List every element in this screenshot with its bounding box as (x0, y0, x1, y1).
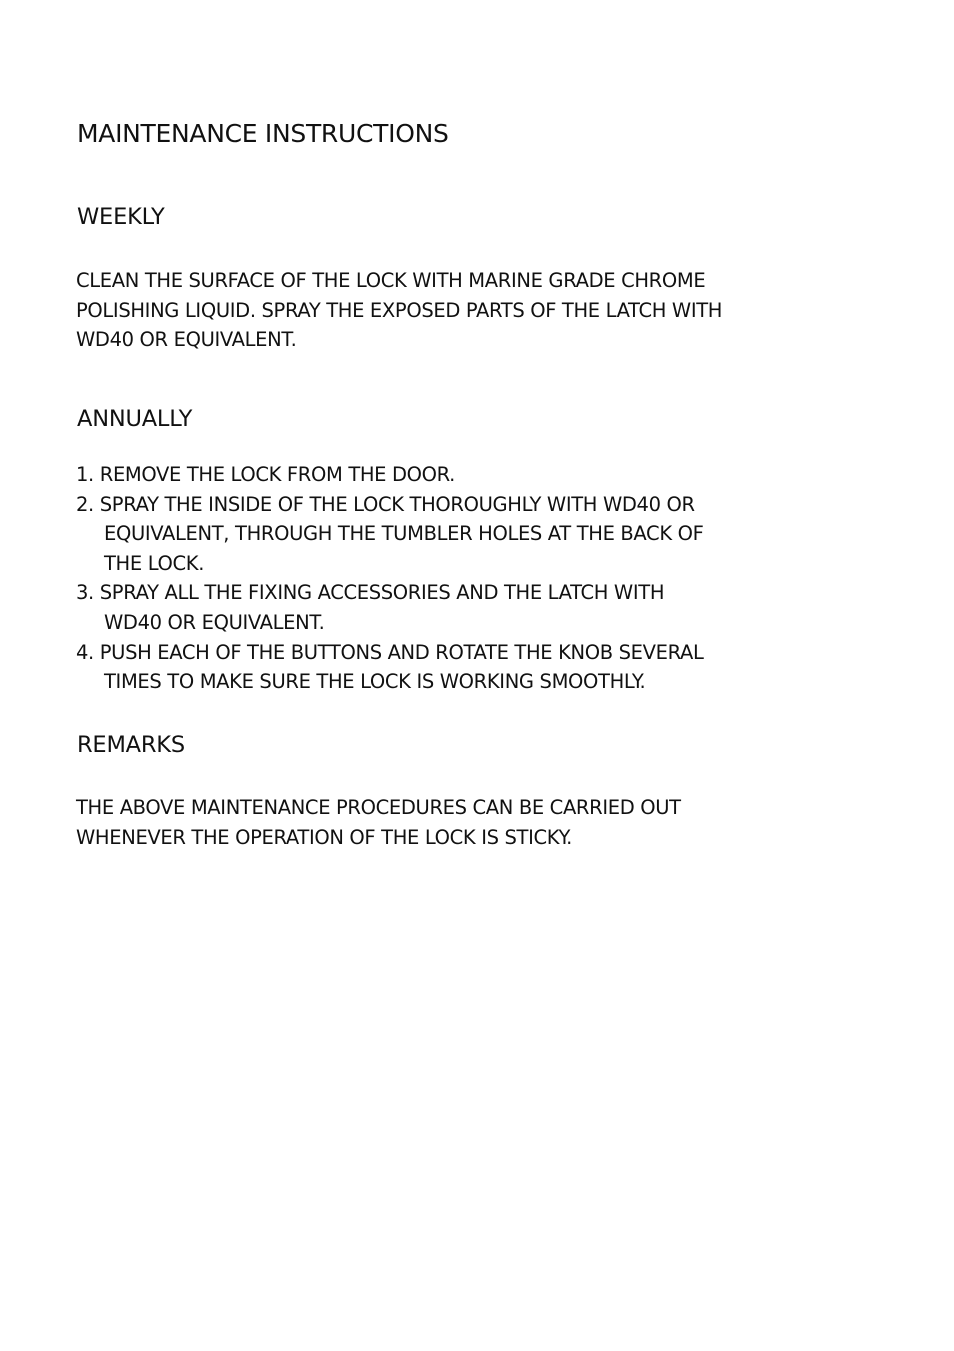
list-item (76, 578, 836, 637)
list-item (76, 490, 836, 579)
step-line: 3. SPRAY ALL THE FIXING ACCESSORIES AND THE LATCH WITH (76, 581, 665, 605)
remarks-line: WHENEVER THE OPERATION OF THE LOCK IS STICKY. (76, 825, 572, 849)
section-heading-weekly: WEEKLY (77, 204, 165, 230)
step-line: 4. PUSH EACH OF THE BUTTONS AND ROTATE THE KNOB SEVERAL (76, 640, 704, 664)
list-item (76, 460, 836, 490)
page-title: MAINTENANCE INSTRUCTIONS (77, 119, 449, 148)
step-line: 1. REMOVE THE LOCK FROM THE DOOR. (76, 463, 456, 486)
section-heading-remarks: REMARKS (77, 732, 185, 758)
weekly-line: POLISHING LIQUID. SPRAY THE EXPOSED PARTS OF THE LATCH WITH (76, 298, 723, 322)
list-item (76, 638, 836, 697)
weekly-line: CLEAN THE SURFACE OF THE LOCK WITH MARINE GRADE CHROME (76, 269, 706, 292)
remarks-paragraph (76, 793, 836, 852)
step-line: THE LOCK. (104, 551, 205, 575)
section-heading-annually: ANNUALLY (77, 406, 193, 432)
weekly-line: WD40 OR EQUIVALENT. (76, 328, 297, 352)
step-line: EQUIVALENT, THROUGH THE TUMBLER HOLES AT THE BACK OF (104, 522, 704, 546)
annual-steps-list (76, 460, 836, 697)
step-line: WD40 OR EQUIVALENT. (104, 610, 325, 634)
step-line: 2. SPRAY THE INSIDE OF THE LOCK THOROUGHLY WITH WD40 OR (76, 492, 695, 516)
weekly-paragraph (76, 266, 836, 355)
step-line: TIMES TO MAKE SURE THE LOCK IS WORKING SMOOTHLY. (104, 670, 646, 694)
remarks-line: THE ABOVE MAINTENANCE PROCEDURES CAN BE CARRIED OUT (76, 796, 681, 819)
